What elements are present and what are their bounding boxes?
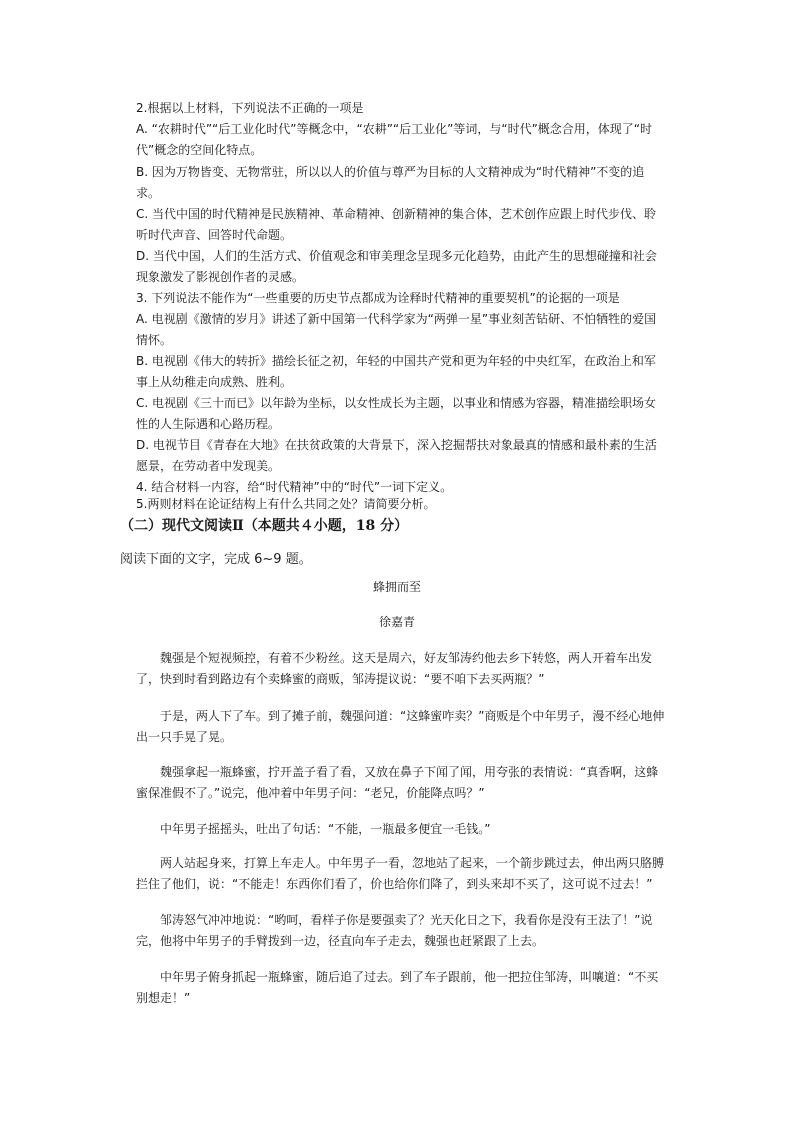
story-author: 徐嘉青 — [378, 615, 415, 629]
q3-option-a: A. 电视剧《激情的岁月》讲述了新中国第一代科学家为“两弹一星”事业刻苦钻研、不怕牺牲的爱国情怀。 — [136, 312, 657, 348]
q4-stem: 4. 结合材料一内容，给“时代精神”中的“时代”一词下定义。 — [136, 480, 453, 494]
q3-option-d: D. 电视节目《青春在大地》在扶贫政策的大背景下，深入挖掘帮扶对象最真的情感和最朴素的生活愿景，在劳动者中发现美。 — [136, 438, 657, 474]
story-title: 蜂拥而至 — [372, 580, 421, 594]
q2-option-c: C. 当代中国的时代精神是民族精神、革命精神、创新精神的集合体，艺术创作应跟上时代步伐、聆听时代声音、回答时代命题。 — [136, 207, 657, 243]
reading-intro: 阅读下面的文字，完成 6~9 题。 — [120, 552, 312, 567]
story-paragraph: 两人站起身来，打算上车走人。中年男子一看，忽地站了起来，一个箭步跳过去，伸出两只胳膊拦住了他们，说：“不能走！东西你们看了，价也给你们降了，到头来却不买了，这可说不过去！” — [136, 856, 665, 892]
story-paragraph: 中年男子俯身抓起一瓶蜂蜜，随后追了过去。到了车子跟前，他一把拉住邹涛，叫嚷道：“不买别想走！” — [136, 970, 659, 1006]
q2-option-d: D. 当代中国，人们的生活方式、价值观念和审美理念呈现多元化趋势，由此产生的思想碰撞和社会现象激发了影视创作者的灵感。 — [136, 249, 657, 285]
q2-option-a: A. “农耕时代”“后工业化时代”等概念中，“农耕”“后工业化”等词，与“时代”概念合用，体现了“时代”概念的空间化特点。 — [136, 122, 653, 158]
q2-stem: 2.根据以上材料，下列说法不正确的一项是 — [136, 101, 364, 115]
q2-option-b: B. 因为万物皆变、无物常驻，所以以人的价值与尊严为目标的人文精神成为“时代精神”不变的追求。 — [136, 165, 645, 201]
q3-option-c: C. 电视剧《三十而已》以年龄为坐标，以女性成长为主题，以事业和情感为容器，精准描绘职场女性的人生际遇和心路历程。 — [136, 396, 657, 432]
section-heading: （二）现代文阅读Ⅱ（本题共４小题，18 分） — [120, 518, 409, 534]
story-paragraph: 中年男子摇摇头，吐出了句话：“不能，一瓶最多便宜一毛钱。” — [160, 822, 491, 836]
story-paragraph: 邹涛怒气冲冲地说：“哟呵，看样子你是要强卖了？光天化日之下，我看你是没有王法了！”说完，他将中年男子的手臂拨到一边，径直向车子走去，魏强也赶紧跟了上去。 — [136, 913, 653, 949]
q5-stem: 5.两则材料在论证结构上有什么共同之处？请简要分析。 — [136, 497, 436, 511]
story-paragraph: 魏强拿起一瓶蜂蜜，拧开盖子看了看，又放在鼻子下闻了闻，用夸张的表情说：“真香啊，这蜂蜜保准假不了。”说完，他冲着中年男子问：“老兄，价能降点吗？” — [136, 765, 659, 801]
q3-option-b: B. 电视剧《伟大的转折》描绘长征之初，年轻的中国共产党和更为年轻的中央红军，在政治上和军事上从幼稚走向成熟、胜利。 — [136, 354, 656, 390]
story-paragraph: 于是，两人下了车。到了摊子前，魏强问道：“这蜂蜜咋卖？”商贩是个中年男子，漫不经心地伸出一只手晃了晃。 — [136, 709, 665, 745]
story-paragraph: 魏强是个短视频控，有着不少粉丝。这天是周六，好友邹涛约他去乡下转悠，两人开着车出发了，快到时看到路边有个卖蜂蜜的商贩，邹涛提议说：“要不咱下去买两瓶？” — [136, 651, 653, 687]
q3-stem: 3. 下列说法不能作为“一些重要的历史节点都成为诠释时代精神的重要契机”的论据的一项是 — [136, 291, 620, 305]
